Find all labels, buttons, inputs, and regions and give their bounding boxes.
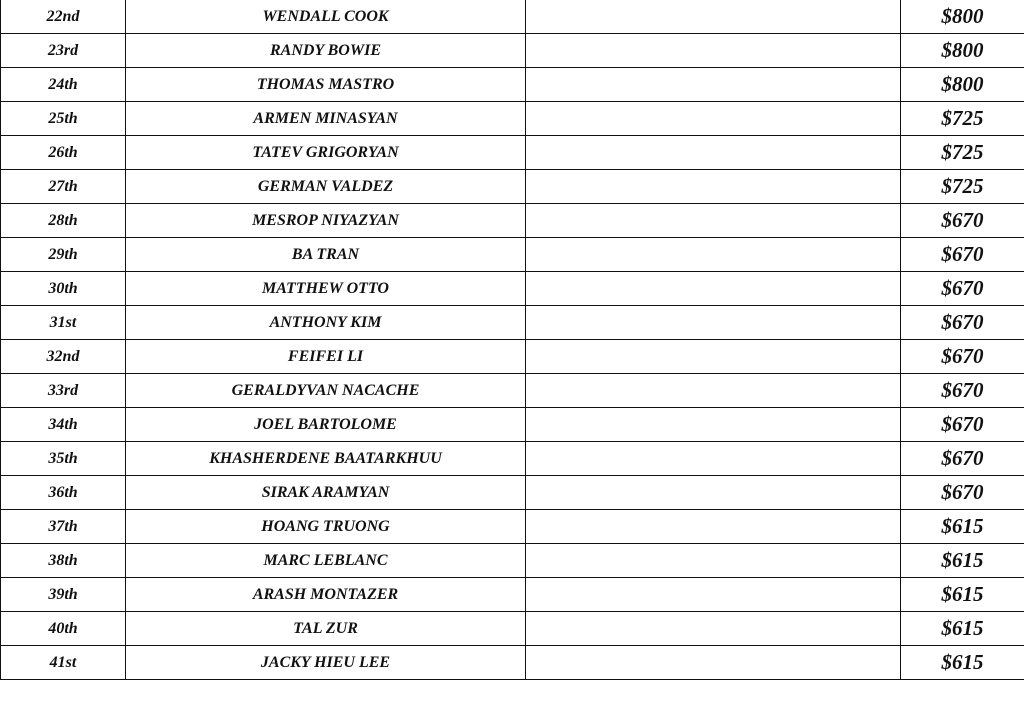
table-row xyxy=(1,646,1024,680)
blank-cell xyxy=(526,170,901,204)
player-name-cell: FEIFEI LI xyxy=(126,340,526,374)
table-row xyxy=(1,204,1024,238)
player-name-cell: THOMAS MASTRO xyxy=(126,68,526,102)
player-name-cell: MESROP NIYAZYAN xyxy=(126,204,526,238)
table-row xyxy=(1,238,1024,272)
prize-cell: $615 xyxy=(901,510,1024,544)
table-row xyxy=(1,374,1024,408)
blank-cell xyxy=(526,306,901,340)
place-cell: 23rd xyxy=(1,34,126,68)
table-row xyxy=(1,0,1024,34)
place-cell: 35th xyxy=(1,442,126,476)
place-cell: 27th xyxy=(1,170,126,204)
blank-cell xyxy=(526,204,901,238)
player-name-cell: BA TRAN xyxy=(126,238,526,272)
table-row xyxy=(1,544,1024,578)
player-name-cell: KHASHERDENE BAATARKHUU xyxy=(126,442,526,476)
place-cell: 40th xyxy=(1,612,126,646)
prize-cell: $670 xyxy=(901,238,1024,272)
prize-cell: $670 xyxy=(901,408,1024,442)
prize-cell: $615 xyxy=(901,544,1024,578)
place-cell: 34th xyxy=(1,408,126,442)
table-row xyxy=(1,408,1024,442)
blank-cell xyxy=(526,238,901,272)
place-cell: 39th xyxy=(1,578,126,612)
prize-cell: $670 xyxy=(901,476,1024,510)
table-row xyxy=(1,170,1024,204)
blank-cell xyxy=(526,0,901,34)
prize-cell: $615 xyxy=(901,612,1024,646)
player-name-cell: WENDALL COOK xyxy=(126,0,526,34)
player-name-cell: GERALDYVAN NACACHE xyxy=(126,374,526,408)
blank-cell xyxy=(526,68,901,102)
place-cell: 36th xyxy=(1,476,126,510)
table-row xyxy=(1,476,1024,510)
player-name-cell: ANTHONY KIM xyxy=(126,306,526,340)
player-name-cell: TAL ZUR xyxy=(126,612,526,646)
player-name-cell: JACKY HIEU LEE xyxy=(126,646,526,680)
prize-cell: $800 xyxy=(901,0,1024,34)
blank-cell xyxy=(526,374,901,408)
place-cell: 26th xyxy=(1,136,126,170)
table-row xyxy=(1,306,1024,340)
table-row xyxy=(1,510,1024,544)
place-cell: 29th xyxy=(1,238,126,272)
blank-cell xyxy=(526,136,901,170)
player-name-cell: MATTHEW OTTO xyxy=(126,272,526,306)
place-cell: 24th xyxy=(1,68,126,102)
prize-cell: $725 xyxy=(901,136,1024,170)
place-cell: 31st xyxy=(1,306,126,340)
player-name-cell: SIRAK ARAMYAN xyxy=(126,476,526,510)
place-cell: 32nd xyxy=(1,340,126,374)
blank-cell xyxy=(526,272,901,306)
blank-cell xyxy=(526,646,901,680)
table-row xyxy=(1,136,1024,170)
place-cell: 28th xyxy=(1,204,126,238)
place-cell: 22nd xyxy=(1,0,126,34)
blank-cell xyxy=(526,102,901,136)
blank-cell xyxy=(526,340,901,374)
blank-cell xyxy=(526,442,901,476)
prize-cell: $670 xyxy=(901,204,1024,238)
table-row xyxy=(1,340,1024,374)
player-name-cell: JOEL BARTOLOME xyxy=(126,408,526,442)
prize-cell: $800 xyxy=(901,68,1024,102)
prize-cell: $725 xyxy=(901,102,1024,136)
prize-cell: $670 xyxy=(901,272,1024,306)
table-row xyxy=(1,68,1024,102)
prize-cell: $615 xyxy=(901,646,1024,680)
player-name-cell: MARC LEBLANC xyxy=(126,544,526,578)
blank-cell xyxy=(526,408,901,442)
table-row xyxy=(1,272,1024,306)
blank-cell xyxy=(526,578,901,612)
prize-cell: $615 xyxy=(901,578,1024,612)
prize-cell: $670 xyxy=(901,374,1024,408)
player-name-cell: GERMAN VALDEZ xyxy=(126,170,526,204)
table-row xyxy=(1,578,1024,612)
blank-cell xyxy=(526,34,901,68)
table-row xyxy=(1,102,1024,136)
player-name-cell: HOANG TRUONG xyxy=(126,510,526,544)
player-name-cell: ARMEN MINASYAN xyxy=(126,102,526,136)
table-row xyxy=(1,442,1024,476)
place-cell: 37th xyxy=(1,510,126,544)
place-cell: 30th xyxy=(1,272,126,306)
table-row xyxy=(1,34,1024,68)
blank-cell xyxy=(526,612,901,646)
prize-cell: $800 xyxy=(901,34,1024,68)
table-row xyxy=(1,612,1024,646)
blank-cell xyxy=(526,544,901,578)
place-cell: 41st xyxy=(1,646,126,680)
place-cell: 25th xyxy=(1,102,126,136)
player-name-cell: TATEV GRIGORYAN xyxy=(126,136,526,170)
blank-cell xyxy=(526,510,901,544)
player-name-cell: ARASH MONTAZER xyxy=(126,578,526,612)
place-cell: 38th xyxy=(1,544,126,578)
prize-cell: $670 xyxy=(901,340,1024,374)
player-name-cell: RANDY BOWIE xyxy=(126,34,526,68)
blank-cell xyxy=(526,476,901,510)
results-table-body xyxy=(1,0,1024,680)
prize-cell: $725 xyxy=(901,170,1024,204)
prize-cell: $670 xyxy=(901,306,1024,340)
place-cell: 33rd xyxy=(1,374,126,408)
prize-cell: $670 xyxy=(901,442,1024,476)
